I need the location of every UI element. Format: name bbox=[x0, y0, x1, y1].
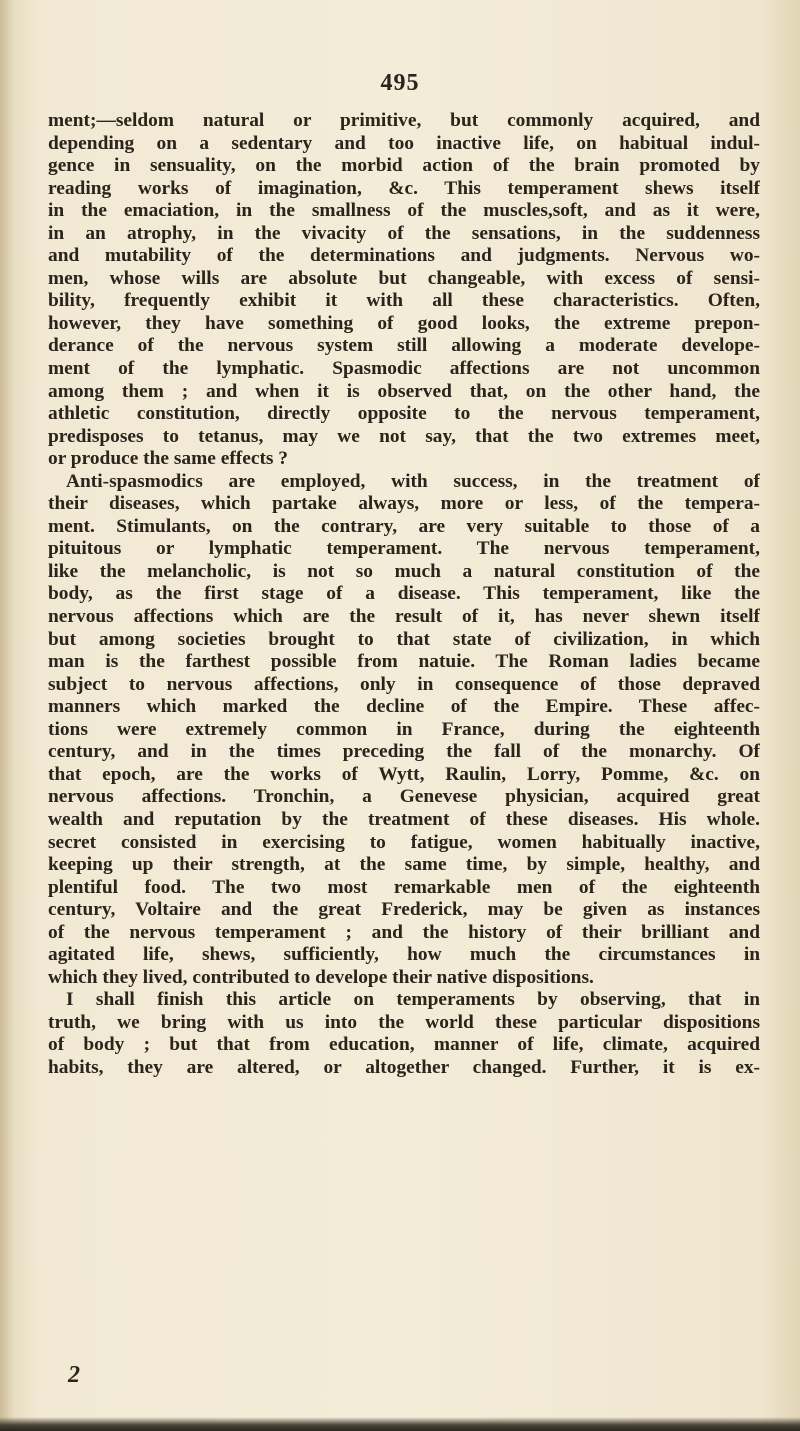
paragraph-start-line: I shall finish this article on temperaments by observing, that in bbox=[66, 989, 760, 1011]
text-line: man is the farthest possible from natuie. The Roman ladies became bbox=[48, 651, 760, 673]
text-line: predisposes to tetanus, may we not say, that the two extremes meet, bbox=[48, 425, 760, 447]
text-line: in an atrophy, in the vivacity of the sensations, in the suddenness bbox=[48, 222, 760, 244]
text-line: century, and in the times preceding the fall of the monarchy. Of bbox=[48, 741, 760, 763]
text-line: habits, they are altered, or altogether changed. Further, it is ex- bbox=[48, 1056, 760, 1078]
text-line: and mutability of the determinations and judgments. Nervous wo- bbox=[48, 245, 760, 267]
text-line: nervous affections which are the result of it, has never shewn itself bbox=[48, 606, 760, 628]
text-line: athletic constitution, directly opposite to the nervous temperament, bbox=[48, 403, 760, 425]
text-line: of body ; but that from education, manner of life, climate, acquired bbox=[48, 1034, 760, 1056]
text-line: tions were extremely common in France, during the eighteenth bbox=[48, 718, 760, 740]
text-line: truth, we bring with us into the world these particular dispositions bbox=[48, 1011, 760, 1033]
text-line: ment;—seldom natural or primitive, but commonly acquired, and bbox=[48, 110, 760, 131]
text-line: manners which marked the decline of the Empire. These affec- bbox=[48, 696, 760, 718]
text-line: wealth and reputation by the treatment of these diseases. His whole. bbox=[48, 808, 760, 830]
text-line: nervous affections. Tronchin, a Genevese physician, acquired great bbox=[48, 786, 760, 808]
text-line: gence in sensuality, on the morbid action of the brain promoted by bbox=[48, 155, 760, 177]
text-line: men, whose wills are absolute but changeable, with excess of sensi- bbox=[48, 267, 760, 289]
text-line: subject to nervous affections, only in consequence of those depraved bbox=[48, 673, 760, 695]
page-number: 495 bbox=[380, 70, 420, 96]
text-line: keeping up their strength, at the same time, by simple, healthy, and bbox=[48, 854, 760, 876]
text-line: bility, frequently exhibit it with all these characteristics. Often, bbox=[48, 290, 760, 312]
text-line: however, they have something of good looks, the extreme prepon- bbox=[48, 312, 760, 334]
text-line: or produce the same effects ? bbox=[48, 448, 288, 470]
page-bottom-edge-shadow bbox=[0, 1417, 800, 1431]
body-text bbox=[48, 110, 760, 1080]
text-line: in the emaciation, in the smallness of the muscles,soft, and as it were, bbox=[48, 200, 760, 222]
text-line: among them ; and when it is observed that, on the other hand, the bbox=[48, 380, 760, 402]
text-line: secret consisted in exercising to fatigue, women habitually inactive, bbox=[48, 831, 760, 853]
text-line: like the melancholic, is not so much a natural constitution of the bbox=[48, 560, 760, 582]
paragraph-start-line: Anti-spasmodics are employed, with success, in the treatment of bbox=[66, 470, 760, 492]
text-line: derance of the nervous system still allowing a moderate develope- bbox=[48, 335, 760, 357]
text-line: body, as the first stage of a disease. This temperament, like the bbox=[48, 583, 760, 605]
text-line: their diseases, which partake always, more or less, of the tempera- bbox=[48, 493, 760, 515]
text-line: depending on a sedentary and too inactive life, on habitual indul- bbox=[48, 132, 760, 154]
text-line: reading works of imagination, &c. This temperament shews itself bbox=[48, 177, 760, 199]
text-line: that epoch, are the works of Wytt, Raulin, Lorry, Pomme, &c. on bbox=[48, 763, 760, 785]
text-line: which they lived, contributed to develope their native dispositions. bbox=[48, 966, 594, 988]
text-line: century, Voltaire and the great Frederick, may be given as instances bbox=[48, 899, 760, 921]
text-line: plentiful food. The two most remarkable men of the eighteenth bbox=[48, 876, 760, 898]
text-line: of the nervous temperament ; and the history of their brilliant and bbox=[48, 921, 760, 943]
page-spine-shadow bbox=[0, 0, 14, 1431]
text-line: agitated life, shews, sufficiently, how much the circumstances in bbox=[48, 944, 760, 966]
text-line: pituitous or lymphatic temperament. The nervous temperament, bbox=[48, 538, 760, 560]
text-line: ment. Stimulants, on the contrary, are very suitable to those of a bbox=[48, 515, 760, 537]
signature-mark: 2 bbox=[68, 1362, 80, 1388]
text-line: ment of the lymphatic. Spasmodic affections are not uncommon bbox=[48, 358, 760, 380]
text-line: but among societies brought to that state of civilization, in which bbox=[48, 628, 760, 650]
